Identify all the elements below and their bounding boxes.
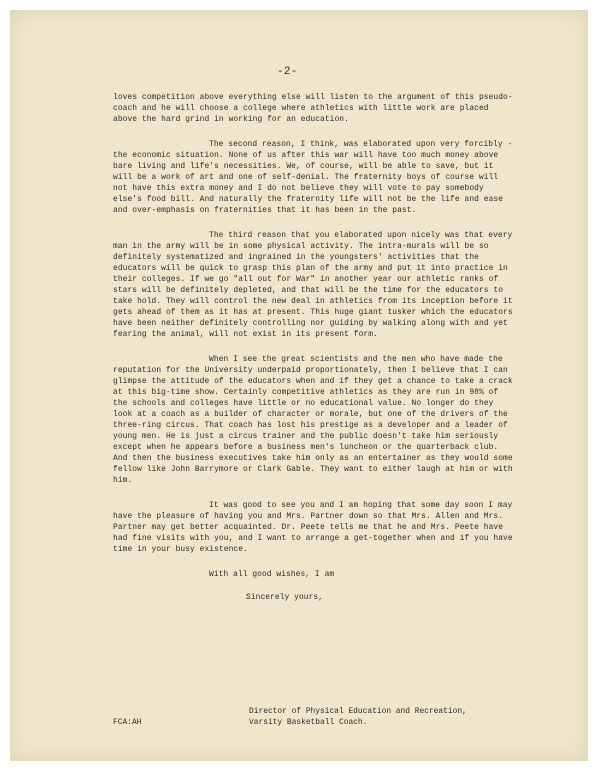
paragraph-4: When I see the great scientists and the men who have made the reputation for the University underpaid proportionately, then I believe that I can glimpse the attitude of the educators when and if they get a chance to take a crack at this big-time show. Certainly competitive athletics as they are run in 98% of the schools and colleges have little or no educational value. No longer do they look at a coach as a builder of character or morale, but one of the drivers of the three-ring circus. That coach has lost his prestige as a developer and a leader of young men. He is just a circus trainer and the public doesn't take him seriously except when he appears before a business men's luncheon or the quarterback club. And then the business executives take him only as an entertainer as they would some fellow like John Barrymore or Clark Gable. They want to either laugh at him or with him. [113,355,513,485]
signature-title-line-1: Director of Physical Education and Recreation, [249,707,467,716]
reference-initials: FCA:AH [113,718,142,727]
paragraph-5: It was good to see you and I am hoping that some day soon I may have the pleasure of having you and Mrs. Partner down so that Mrs. Allen and Mrs. Partner may get better acquainted. Dr. Peete tells me that he and Mrs. Peete have had fine visits with you, and I want to arrange a get-together when and if you have time in your busy existence. [113,501,513,554]
signature-block [249,706,467,728]
signoff: Sincerely yours, [246,593,324,602]
signature-title-line-2: Varsity Basketball Coach. [249,718,368,727]
page-number: -2- [277,66,298,78]
letter-body [113,92,513,603]
paragraph-3: The third reason that you elaborated upon nicely was that every man in the army will be in some physical activity. The intra-murals will be so definitely systematized and ingrained in the youngsters' activities that the educators will be quick to grasp this plan of the army and put it into practice in their colleges. If we go "all out for War" in another year our athletic ranks of stars will be definitely depleted, and that will be the time for the educators to take hold. They will control the new deal in athletics from its inception before it gets ahead of them as it has at present. This huge giant tusker which the educators have been neither definitely controlling nor guiding by walking along with and yet fearing the animal, will not exist in its present form. [113,231,513,339]
closing-line: With all good wishes, I am [209,570,335,579]
paragraph-1: loves competition above everything else will listen to the argument of this pseudo-coach and he will choose a college where athletics with little work are placed above the hard grind in working for an education. [113,93,513,124]
paragraph-2: The second reason, I think, was elaborated upon very forcibly - the economic situation. None of us after this war will have too much money above bare living and life's necessities. We, of course, will be able to save, but it will be a work of art and one of self-denial. The fraternity boys of course will not have this extra money and I do not believe they will vote to pay somebody else's food bill. And naturally the fraternity life will not be the life and ease and over-emphasis on fraternities that it has been in the past. [113,140,513,215]
